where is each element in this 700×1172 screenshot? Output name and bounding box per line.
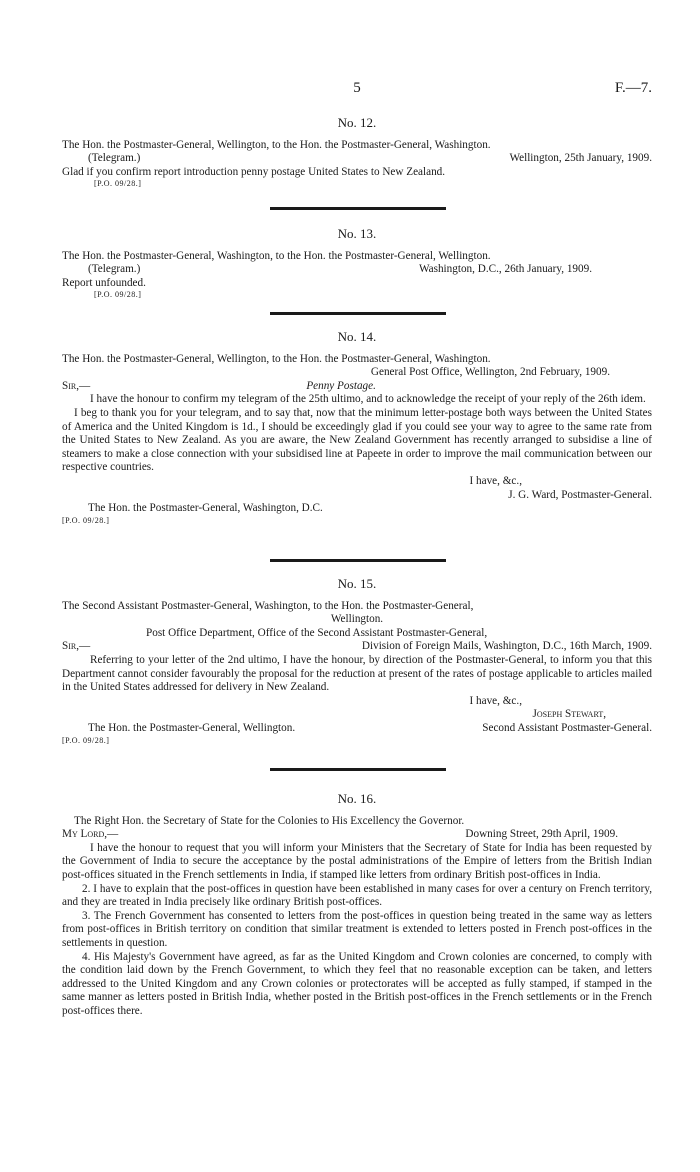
page-number: 5 (353, 80, 361, 96)
item-number: No. 13. (337, 226, 377, 241)
item-number: No. 12. (337, 115, 377, 130)
paragraph: I have the honour to confirm my telegram of the 25th ultimo, and to acknowledge the receipt of your reply of the 26th idem. (90, 393, 646, 406)
paragraph: 3. The French Government has consented to letters from the post-offices in question being treated in the same way as letters from post-offices in British territory on condition that similar treatment is extended to letters posted in French post-offices in the settlements in question. (62, 909, 652, 949)
file-reference: [P.O. 09/28.] (62, 515, 110, 525)
telegram-mode: (Telegram.) (88, 152, 141, 165)
file-reference: [P.O. 09/28.] (94, 179, 142, 189)
telegram-line (62, 152, 652, 166)
paragraph: I have the honour to request that you will inform your Ministers that the Secretary of State for India has been requested by the Government of India to secure the acceptance by the postal administrations of the Empire of letters from the British Indian post-offices situated in the French settlements in India, if stamped like letters from ordinary British post-offices in India. (62, 841, 652, 881)
item-no-12 (62, 116, 652, 189)
section-divider (270, 207, 446, 210)
paragraph: Referring to your letter of the 2nd ultimo, I have the honour, by direction of the Postmaster-General, to inform you that this Department cannot consider favourably the proposal for the reduction at present of the rates of postage applicable to articles mailed in the United States addressed for delivery in New Zealand. (62, 653, 652, 694)
telegram-mode: (Telegram.) (88, 263, 141, 276)
section-divider (270, 768, 446, 771)
salutation-line (62, 828, 652, 842)
salutation: Sir,— (62, 640, 91, 653)
section-divider (270, 559, 446, 562)
letter-body (62, 842, 652, 1019)
item-address: The Hon. the Postmaster-General, Wellington, to the Hon. the Postmaster-General, Washington. (62, 138, 491, 151)
item-number: No. 14. (337, 329, 377, 344)
paragraph: I beg to thank you for your telegram, and to say that, now that the minimum letter-postage both ways between the United States of America and the United Kingdom is 1d., I should be exceedingly glad if you could see your way to agree to the same rate from the United States to New Zealand. As you are aware, the New Zealand Government has recently arranged to subsidise a line of steamers to make a close connection with your subsidised line at Papeete in order to improve the mail communication between our respective countries. (62, 406, 652, 474)
paper-reference: F.—7. (614, 80, 652, 96)
item-address-continued: Wellington. (330, 613, 384, 626)
place-date: Division of Foreign Mails, Washington, D.C., 16th March, 1909. (361, 640, 652, 653)
letter-body (62, 393, 652, 475)
closing: I have, &c., (469, 694, 522, 707)
letter-body (62, 654, 652, 695)
item-number: No. 16. (337, 791, 377, 806)
recipient: The Hon. the Postmaster-General, Wellington. (88, 721, 296, 734)
salutation-line (62, 380, 652, 394)
salutation: Sir,— (62, 379, 91, 392)
file-reference: [P.O. 09/28.] (62, 735, 110, 745)
salutation: My Lord,— (62, 828, 119, 841)
place-date: Washington, D.C., 26th January, 1909. (418, 263, 592, 276)
telegram-line (62, 263, 652, 277)
item-address: The Hon. the Postmaster-General, Wellington, to the Hon. the Postmaster-General, Washington. (62, 352, 491, 365)
place-date: Wellington, 25th January, 1909. (509, 152, 652, 165)
recipient-line (62, 722, 652, 736)
section-divider (270, 312, 446, 315)
item-no-14 (62, 330, 652, 526)
page-header (62, 80, 652, 100)
item-no-15 (62, 577, 652, 746)
item-address: The Second Assistant Postmaster-General, Washington, to the Hon. the Postmaster-General, (62, 599, 474, 612)
signature: J. G. Ward, Postmaster-General. (508, 488, 652, 501)
department-line: Post Office Department, Office of the Second Assistant Postmaster-General, (146, 626, 488, 639)
item-address: The Hon. the Postmaster-General, Washington, to the Hon. the Postmaster-General, Wellington. (62, 249, 491, 262)
item-number: No. 15. (337, 576, 377, 591)
signature-title: Second Assistant Postmaster-General. (482, 721, 652, 734)
paragraph: 2. I have to explain that the post-offices in question have been established in many cases for over a century on French territory, and they are treated in India precisely like ordinary British post-offices. (62, 882, 652, 909)
paragraph: 4. His Majesty's Government have agreed, as far as the United Kingdom and Crown colonies are concerned, to comply with the condition laid down by the French Government, to which they feel that no reasonable exception can be taken, and letters addressed to the United Kingdom and any Crown colonies or protectorates will be accepted as fully stamped, if stamped in the same manner as letters posted in British India, whether posted in the British post-offices in the French settlements or in the French post-offices there. (62, 950, 652, 1017)
file-reference: [P.O. 09/28.] (94, 290, 142, 300)
letter-subject: Penny Postage. (306, 379, 376, 392)
item-no-16 (62, 792, 652, 1019)
item-no-13 (62, 227, 652, 300)
place-date: Downing Street, 29th April, 1909. (465, 828, 618, 841)
signature-name: Joseph Stewart, (532, 708, 606, 721)
closing: I have, &c., (469, 474, 522, 487)
telegram-message: Report unfounded. (62, 276, 146, 289)
salutation-line (62, 640, 652, 654)
item-address: The Right Hon. the Secretary of State for the Colonies to His Excellency the Governor. (74, 814, 465, 827)
place-date: General Post Office, Wellington, 2nd February, 1909. (370, 366, 610, 379)
telegram-message: Glad if you confirm report introduction penny postage United States to New Zealand. (62, 165, 446, 178)
recipient: The Hon. the Postmaster-General, Washington, D.C. (88, 502, 323, 515)
